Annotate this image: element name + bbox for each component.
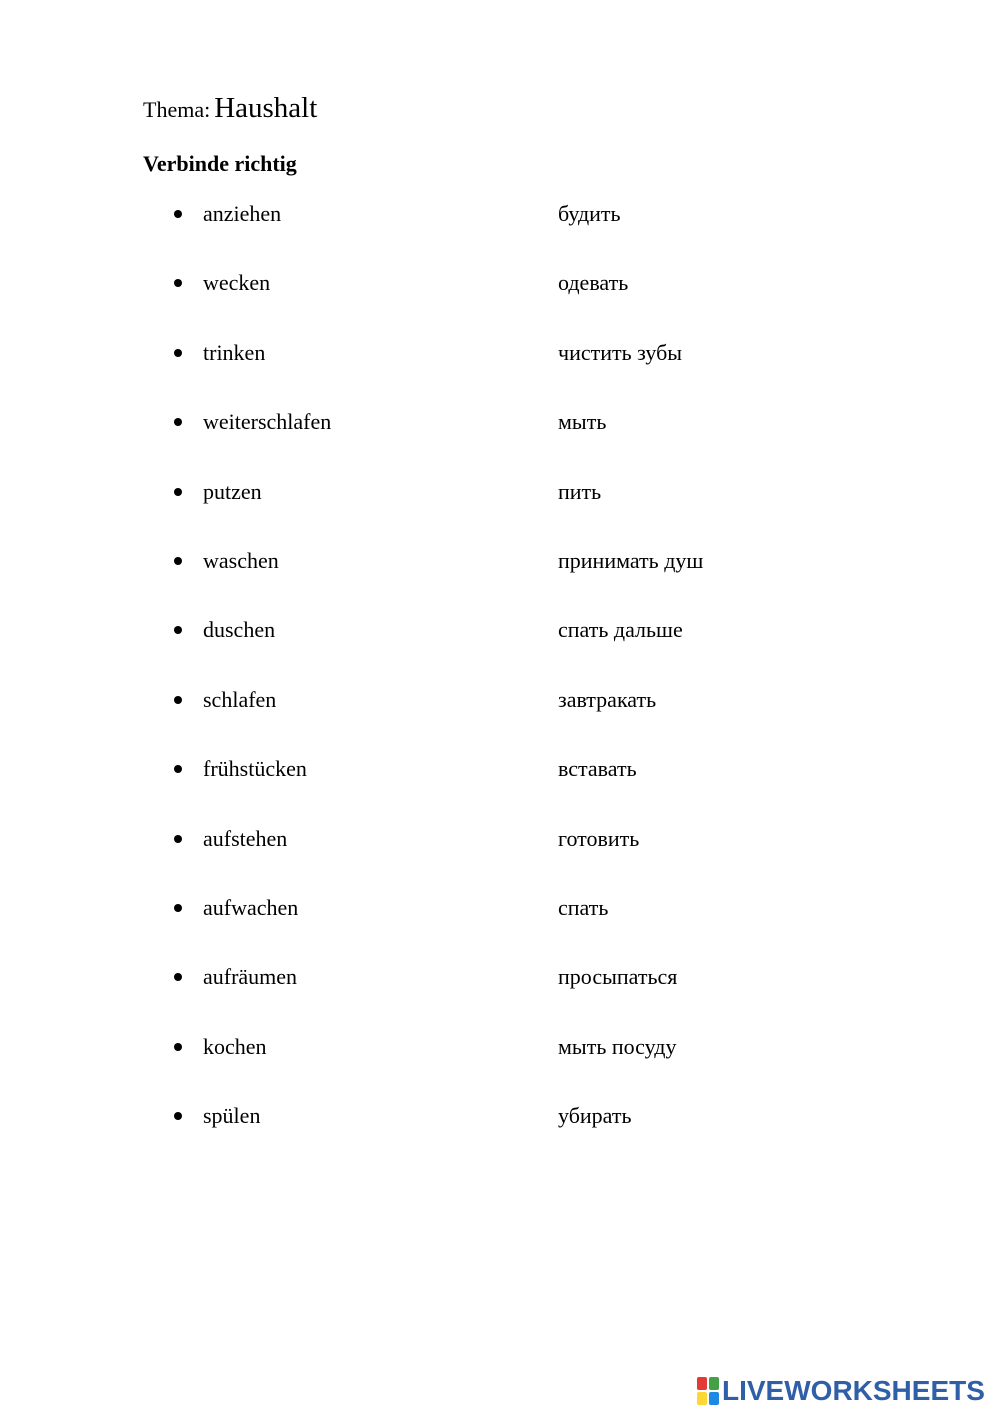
- russian-word: будить: [558, 201, 621, 226]
- german-word: trinken: [203, 339, 266, 365]
- russian-word: убирать: [558, 1103, 632, 1129]
- list-item: [0, 545, 1000, 614]
- list-item: [0, 823, 1000, 892]
- list-item: [0, 684, 1000, 753]
- german-word: schlafen: [203, 686, 277, 712]
- russian-word: принимать душ: [558, 547, 704, 573]
- page-title: [143, 92, 317, 125]
- german-word: waschen: [203, 547, 279, 573]
- title-prefix: Thema:: [143, 97, 211, 122]
- bullet-icon: [174, 765, 182, 773]
- list-item: [0, 337, 1000, 406]
- title-topic: Haushalt: [214, 92, 318, 124]
- german-word: aufräumen: [203, 964, 298, 990]
- bullet-icon: [174, 418, 182, 426]
- german-word: spülen: [203, 1103, 261, 1129]
- bullet-icon: [174, 696, 182, 704]
- german-word: weiterschlafen: [203, 409, 332, 435]
- list-item: [0, 892, 1000, 961]
- german-word: frühstücken: [203, 756, 307, 782]
- russian-word: просыпаться: [558, 964, 678, 990]
- german-word: aufstehen: [203, 825, 288, 851]
- bullet-icon: [174, 904, 182, 912]
- bullet-icon: [174, 349, 182, 357]
- vocabulary-list: [0, 198, 1000, 1169]
- list-item: [0, 753, 1000, 822]
- bullet-icon: [174, 488, 182, 496]
- bullet-icon: [174, 626, 182, 634]
- bullet-icon: [174, 210, 182, 218]
- german-word: kochen: [203, 1033, 267, 1059]
- logo-block-yellow: [697, 1392, 707, 1405]
- russian-word: пить: [558, 478, 602, 504]
- logo-block-red: [697, 1377, 707, 1390]
- russian-word: вставать: [558, 756, 637, 782]
- brand-footer: [697, 1375, 985, 1407]
- russian-word: спать дальше: [558, 617, 683, 643]
- list-item: [0, 961, 1000, 1030]
- russian-word: мыть: [558, 409, 607, 435]
- liveworksheets-logo-icon: [697, 1377, 719, 1405]
- list-item: [0, 267, 1000, 336]
- russian-word: спать: [558, 894, 609, 920]
- list-item: [0, 614, 1000, 683]
- german-word: wecken: [203, 270, 271, 296]
- list-item: [0, 198, 1000, 267]
- german-word: duschen: [203, 617, 276, 643]
- list-item: [0, 1031, 1000, 1100]
- russian-word: готовить: [558, 825, 640, 851]
- instruction-heading: Verbinde richtig: [143, 151, 297, 176]
- bullet-icon: [174, 1112, 182, 1120]
- list-item: [0, 476, 1000, 545]
- german-word: anziehen: [203, 201, 282, 226]
- german-word: aufwachen: [203, 894, 299, 920]
- russian-word: чистить зубы: [558, 339, 683, 365]
- german-word: putzen: [203, 478, 262, 504]
- russian-word: одевать: [558, 270, 629, 296]
- bullet-icon: [174, 279, 182, 287]
- list-item: [0, 1100, 1000, 1169]
- brand-name: LIVEWORKSHEETS: [722, 1375, 985, 1406]
- bullet-icon: [174, 557, 182, 565]
- list-item: [0, 406, 1000, 475]
- russian-word: завтракать: [558, 686, 657, 712]
- bullet-icon: [174, 1043, 182, 1051]
- bullet-icon: [174, 973, 182, 981]
- russian-word: мыть посуду: [558, 1033, 677, 1059]
- logo-block-blue: [709, 1392, 719, 1405]
- bullet-icon: [174, 835, 182, 843]
- logo-block-green: [709, 1377, 719, 1390]
